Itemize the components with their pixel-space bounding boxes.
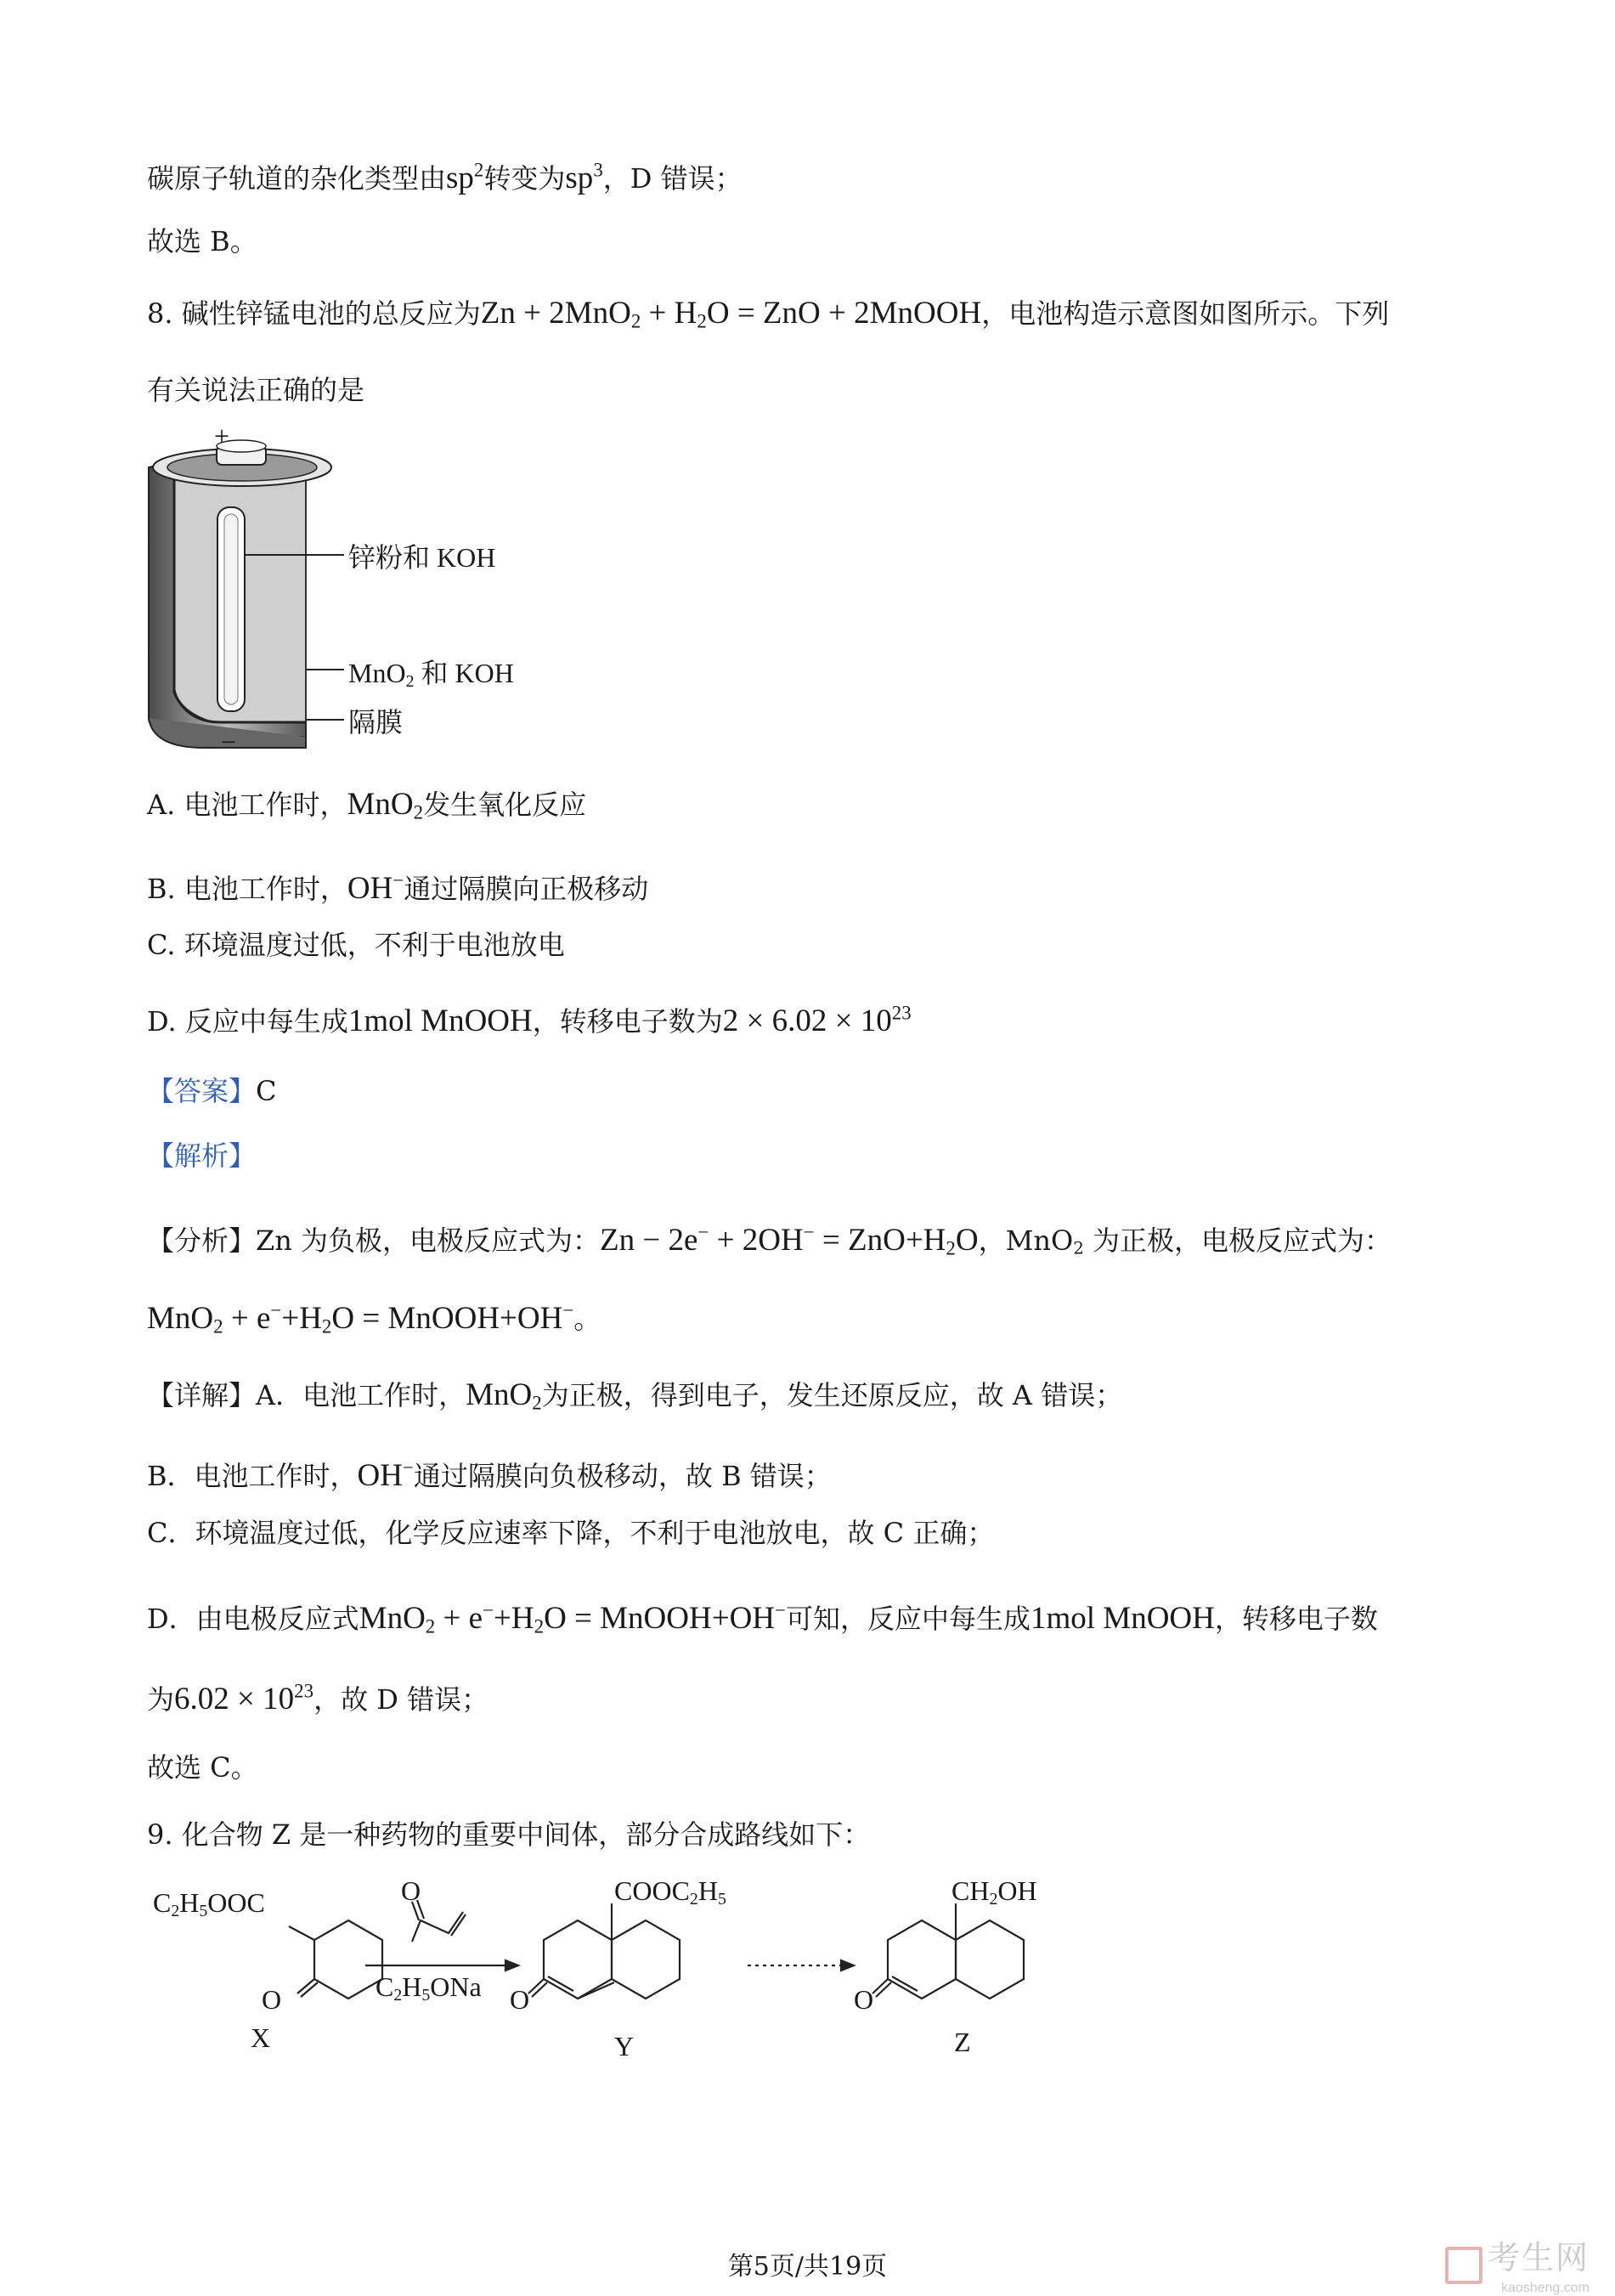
reagent-base: $C_2H_5ONa$ (376, 1971, 482, 2005)
text: ，D 错误； (602, 161, 743, 195)
watermark-name: 考生网 (1487, 2241, 1590, 2276)
question-8-stem: 8. 碱性锌锰电池的总反应为$Zn + 2MnO_2 + H_2O$ = ZnO + 2MnOOH，电池构造示意图如图所示。下列 (147, 296, 1390, 332)
option-b: B. 电池工作时，OH−通过隔膜向正极移动 (147, 869, 649, 906)
battery-minus-sign: − (221, 727, 237, 757)
question-9-stem: 9. 化合物 Z 是一种药物的重要中间体，部分合成路线如下： (147, 1818, 871, 1851)
synthesis-route (136, 1874, 1113, 2069)
option-c: C. 环境温度过低，不利于电池放电 (147, 929, 565, 961)
label-zinc-koh: 锌粉和 KOH (348, 542, 496, 573)
z-substituent: $CH_2OH$ (951, 1875, 1037, 1909)
x-carbonyl-o: O (262, 1984, 282, 2015)
math-sp2: $sp^2$ (446, 159, 484, 195)
y-carbonyl-o: O (510, 1984, 530, 2015)
answer-tag: 【答案】 (147, 1075, 257, 1107)
analysis-tag: 【解析】 (147, 1140, 257, 1172)
reagent-o: O (401, 1875, 421, 1906)
y-substituent: $COOC_2H_5$ (614, 1875, 726, 1909)
text-line-2: 故选 B。 (147, 225, 257, 257)
watermark-url: kaosheng.com (1500, 2280, 1590, 2295)
z-carbonyl-o: O (854, 1984, 874, 2015)
watermark-logo-icon (1445, 2247, 1482, 2284)
question-8-stem-cont: 有关说法正确的是 (147, 374, 365, 406)
analysis-line-2: $MnO_2 + e^-+H_2O$ = MnOOH+OH−。 (147, 1299, 601, 1337)
battery-plus-sign: + (214, 421, 230, 451)
detail-line-2: B．电池工作时，OH−通过隔膜向负极移动，故 B 错误； (147, 1456, 832, 1493)
detail-line-3: C．环境温度过低，化学反应速率下降，不利于电池放电，故 C 正确； (147, 1517, 995, 1549)
analysis-line-1: 【分析】Zn 为负极，电极反应式为：$Zn - 2e^- + 2OH^- = ZnO+H_2O$，MnO$_2$ 为正极，电极反应式为： (147, 1221, 1392, 1259)
z-name: Z (954, 2027, 971, 2057)
answer-line (147, 1072, 277, 1110)
total-reaction-equation: $Zn + 2MnO_2 + H_2O$ = ZnO + 2MnOOH (480, 296, 982, 332)
battery-diagram (136, 421, 544, 761)
text: 碳原子轨道的杂化类型由 (147, 161, 447, 195)
text-line-1 (147, 151, 743, 197)
answer-value: C (256, 1075, 277, 1107)
detail-line-1: 【详解】A．电池工作时，MnO$_2$为正极，得到电子，发生还原反应，故 A 错误； (147, 1377, 1123, 1414)
x-substituent: $C_2H_5OOC$ (153, 1887, 265, 1920)
x-name: X (251, 2022, 271, 2053)
watermark (1445, 2231, 1590, 2296)
y-name: Y (614, 2031, 635, 2061)
text: 转变为 (483, 161, 566, 195)
detail-line-5: 为$6.02 \times 10^{23}$，故 D 错误； (147, 1680, 489, 1716)
page-footer: 第5页/共19页 (727, 2252, 888, 2282)
option-d: D. 反应中每生成1mol MnOOH，转移电子数为$2 \times 6.02 \times 10^{23}$ (147, 1002, 912, 1038)
option-a: A. 电池工作时，MnO$_2$发生氧化反应 (147, 787, 587, 823)
detail-line-4: D．由电极反应式$MnO_2 + e^-+H_2O$ = MnOOH+OH−可知，反应中每生成1mol MnOOH，转移电子数 (147, 1599, 1378, 1637)
math-sp3: $sp^3$ (565, 159, 603, 195)
label-mno2-koh: MnO$_2$ 和 KOH (348, 658, 514, 691)
battery-drawing (136, 429, 544, 761)
detail-line-6: 故选 C。 (147, 1751, 258, 1784)
label-separator: 隔膜 (348, 707, 404, 738)
